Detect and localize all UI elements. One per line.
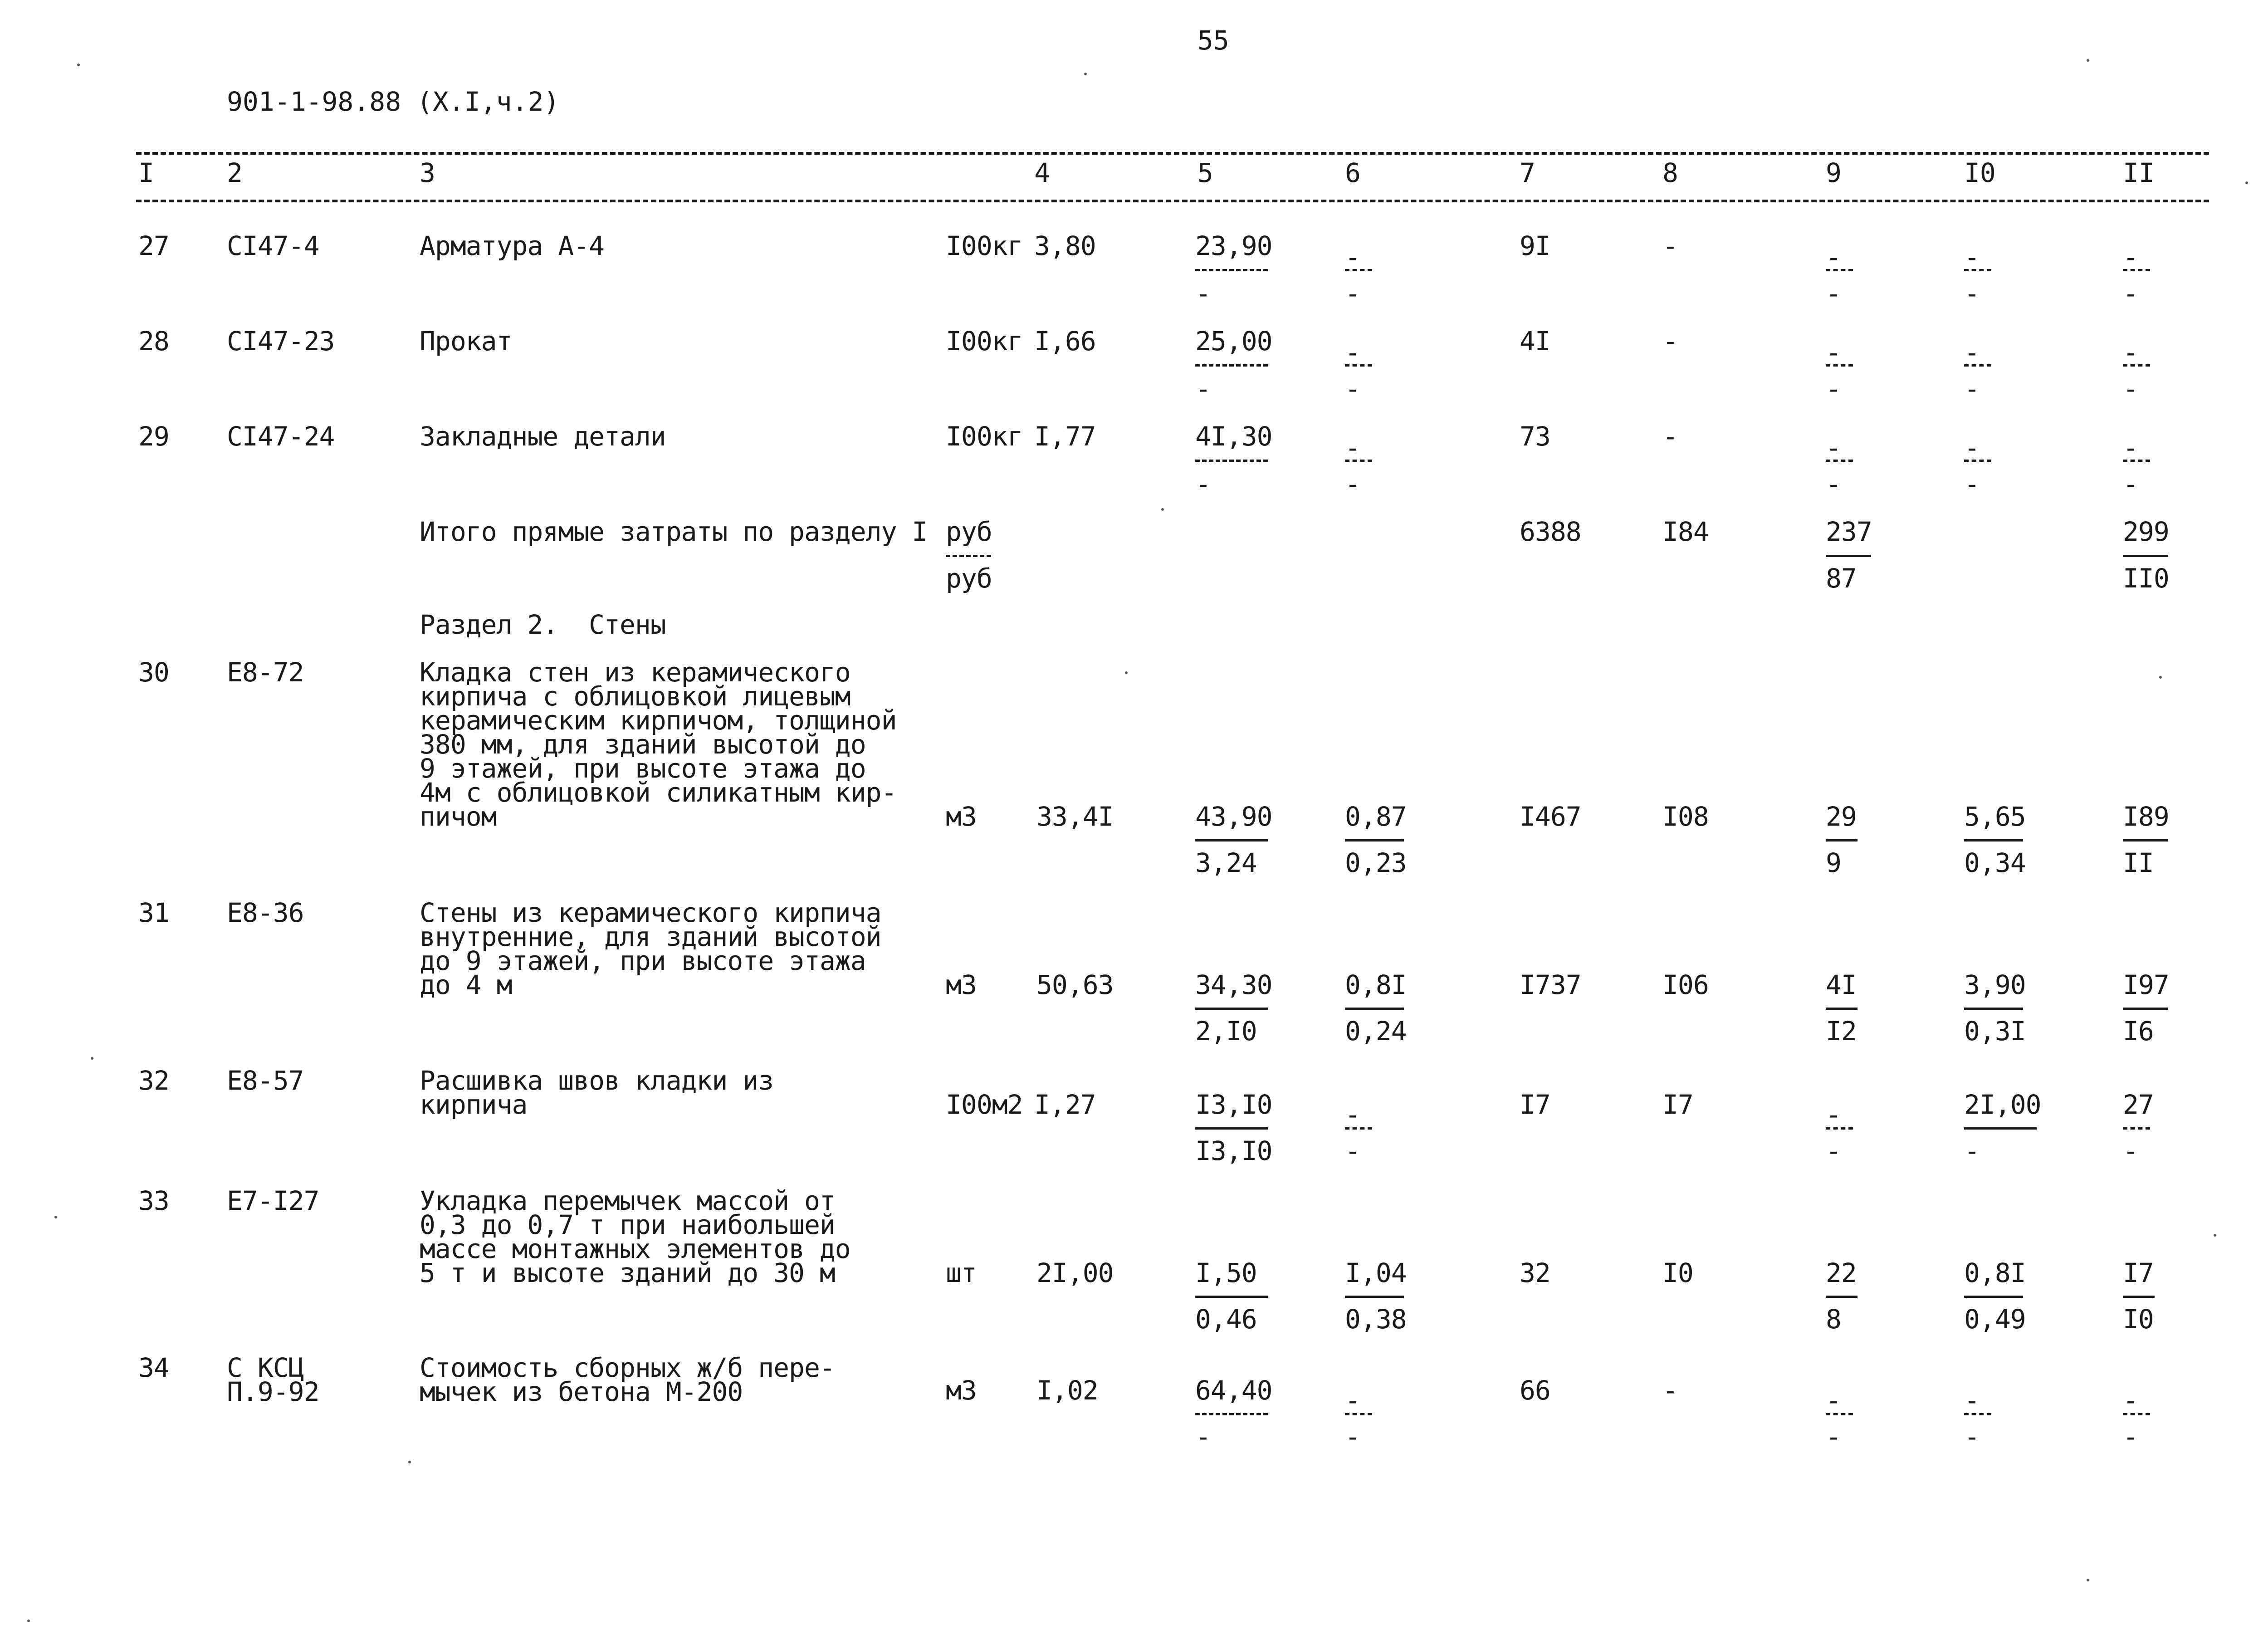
machine-total: 22	[1826, 1257, 1857, 1288]
fraction-line	[1195, 839, 1268, 841]
machine-cost: -	[1345, 1385, 1360, 1416]
scan-speck	[2087, 59, 2089, 62]
scan-speck	[2159, 676, 2162, 679]
unit-cost-wages: 0,46	[1195, 1304, 1257, 1335]
wages-cost: -	[1662, 326, 1678, 357]
fraction-line	[1345, 1127, 1372, 1130]
unit-cost: 34,30	[1195, 969, 1272, 1000]
unit: I00м2	[946, 1089, 1023, 1120]
col-header-5: 5	[1198, 157, 1213, 188]
row-number: 29	[138, 421, 169, 452]
labor-unit: 3,90	[1964, 969, 2026, 1000]
unit: шт	[946, 1257, 977, 1288]
work-name-line: Стены из керамического кирпича	[420, 897, 881, 928]
labor-unit: 5,65	[1964, 801, 2026, 832]
fraction-line	[1195, 460, 1268, 462]
labor-unit-machine: -	[1964, 1135, 1980, 1166]
fraction-line	[2123, 269, 2150, 271]
row-number: 27	[138, 230, 169, 261]
col-header-7: 7	[1520, 157, 1535, 188]
labor-total: -	[2123, 337, 2138, 368]
machine-cost-wages: -	[1345, 1135, 1360, 1166]
work-name-line: 9 этажей, при высоте этажа до	[420, 753, 866, 784]
machine-total: -	[1826, 1099, 1841, 1130]
work-name-line: 380 мм, для зданий высотой до	[420, 729, 866, 760]
unit-cost: 25,00	[1195, 326, 1272, 357]
total-machine: 237	[1826, 516, 1872, 547]
machine-cost: I,04	[1345, 1257, 1407, 1288]
unit-cost-wages: I3,I0	[1195, 1135, 1272, 1166]
fraction-line	[1195, 1413, 1268, 1415]
col-header-10: I0	[1964, 157, 1996, 188]
unit-cost: 43,90	[1195, 801, 1272, 832]
scan-speck	[27, 1619, 30, 1622]
labor-unit: -	[1964, 337, 1980, 368]
machine-cost-wages: -	[1345, 469, 1360, 499]
unit-cost: I3,I0	[1195, 1089, 1272, 1120]
quantity: 2I,00	[1036, 1257, 1114, 1288]
work-name-line: Стоимость сборных ж/б пере-	[420, 1352, 835, 1383]
scan-speck	[408, 1461, 411, 1463]
scan-speck	[2214, 1234, 2216, 1237]
work-name-line: кирпича	[420, 1089, 528, 1120]
total-cost: 32	[1520, 1257, 1550, 1288]
scan-speck	[91, 1057, 93, 1060]
work-name-line: керамическим кирпичом, толщиной	[420, 705, 897, 736]
fraction-line	[2123, 364, 2150, 367]
fraction-line	[1195, 1008, 1268, 1010]
unit: I00кг	[946, 421, 1023, 452]
work-name-line: Укладка перемычек массой от	[420, 1185, 835, 1216]
fraction-line	[1345, 269, 1372, 271]
fraction-line	[2123, 1127, 2150, 1130]
machine-total-wages: -	[1826, 373, 1841, 404]
norm-code: CI47-4	[227, 230, 319, 261]
col-header-8: 8	[1662, 157, 1678, 188]
work-name-line: Кладка стен из керамического	[420, 657, 850, 688]
work-name-line: 4м с облицовкой силикатным кир-	[420, 777, 897, 808]
quantity: 33,4I	[1036, 801, 1114, 832]
fraction-line	[1195, 1127, 1268, 1130]
page-number: 55	[1198, 25, 1229, 56]
machine-total: -	[1826, 1385, 1841, 1416]
fraction-line	[2123, 460, 2150, 462]
labor-total: I7	[2123, 1257, 2154, 1288]
fraction-line	[1195, 364, 1268, 367]
work-name-line: мычек из бетона М-200	[420, 1376, 743, 1407]
work-name-line: кирпича с облицовкой лицевым	[420, 681, 850, 712]
work-name: Закладные детали	[420, 421, 666, 452]
unit: I00кг	[946, 230, 1023, 261]
unit-cost: 4I,30	[1195, 421, 1272, 452]
work-name-line: 5 т и высоте зданий до 30 м	[420, 1257, 835, 1288]
col-header-11: II	[2123, 157, 2155, 188]
labor-unit-machine: -	[1964, 1421, 1980, 1452]
machine-cost: -	[1345, 432, 1360, 463]
machine-cost: -	[1345, 1099, 1360, 1130]
unit: I00кг	[946, 326, 1023, 357]
labor-unit: 2I,00	[1964, 1089, 2041, 1120]
norm-code: Е8-72	[227, 657, 304, 688]
total-machine-wages: 87	[1826, 563, 1857, 594]
norm-code-line: С КСЦ	[227, 1352, 304, 1383]
fraction-line	[1345, 1008, 1404, 1010]
fraction-line	[1826, 269, 1853, 271]
labor-total-machine: I6	[2123, 1016, 2154, 1047]
labor-unit-machine: -	[1964, 373, 1980, 404]
total-labor: 299	[2123, 516, 2169, 547]
fraction-line	[1345, 839, 1404, 841]
wages-cost: I08	[1662, 801, 1709, 832]
machine-total: 29	[1826, 801, 1857, 832]
labor-total-machine: -	[2123, 469, 2138, 499]
machine-cost-wages: -	[1345, 373, 1360, 404]
scan-speck	[1161, 508, 1164, 511]
labor-total-machine: -	[2123, 1135, 2138, 1166]
fraction-line	[1826, 1127, 1853, 1130]
labor-unit: -	[1964, 242, 1980, 273]
wages-cost: I0	[1662, 1257, 1693, 1288]
total-cost: I737	[1520, 969, 1581, 1000]
col-header-2: 2	[227, 157, 243, 188]
fraction-line	[1195, 1296, 1268, 1298]
labor-total-machine: I0	[2123, 1304, 2154, 1335]
machine-cost-wages: 0,38	[1345, 1304, 1407, 1335]
machine-cost-wages: 0,24	[1345, 1016, 1407, 1047]
total-cost: 66	[1520, 1375, 1550, 1406]
unit-cost-wages: -	[1195, 1421, 1211, 1452]
machine-cost: 0,8I	[1345, 969, 1407, 1000]
norm-code: Е8-36	[227, 897, 304, 928]
col-header-1: I	[138, 157, 154, 188]
labor-unit-machine: 0,3I	[1964, 1016, 2026, 1047]
labor-total-machine: -	[2123, 1421, 2138, 1452]
col-header-6: 6	[1345, 157, 1361, 188]
section-title: Раздел 2. Стены	[420, 609, 666, 640]
unit-cost: 23,90	[1195, 230, 1272, 261]
wages-cost: I06	[1662, 969, 1709, 1000]
fraction-line	[946, 555, 991, 557]
scan-speck	[1084, 73, 1087, 75]
fraction-line	[1964, 1413, 1991, 1415]
fraction-line	[1826, 364, 1853, 367]
quantity: 50,63	[1036, 969, 1114, 1000]
col-header-9: 9	[1826, 157, 1842, 188]
fraction-line	[1345, 460, 1372, 462]
fraction-line	[2123, 1413, 2150, 1415]
labor-total: -	[2123, 432, 2138, 463]
machine-total-wages: 9	[1826, 847, 1841, 878]
row-number: 31	[138, 897, 169, 928]
machine-total-wages: I2	[1826, 1016, 1857, 1047]
norm-code: CI47-23	[227, 326, 335, 357]
labor-unit-machine: 0,34	[1964, 847, 2026, 878]
wages-cost: -	[1662, 421, 1678, 452]
norm-code: Е8-57	[227, 1065, 304, 1096]
work-name-line: до 4 м	[420, 969, 512, 1000]
unit-cost-wages: 3,24	[1195, 847, 1257, 878]
machine-cost-wages: -	[1345, 1421, 1360, 1452]
unit: м3	[946, 969, 977, 1000]
total-labor-machine: II0	[2123, 563, 2169, 594]
labor-total: -	[2123, 242, 2138, 273]
wages-cost: I7	[1662, 1089, 1693, 1120]
fraction-line	[1345, 1413, 1372, 1415]
scan-speck	[2087, 1579, 2089, 1581]
fraction-line	[1964, 839, 2023, 841]
wages-cost: -	[1662, 1375, 1678, 1406]
scan-speck	[54, 1216, 57, 1218]
total-cost: I7	[1520, 1089, 1550, 1120]
wages-cost: -	[1662, 230, 1678, 261]
unit-cost: 64,40	[1195, 1375, 1272, 1406]
row-number: 34	[138, 1352, 169, 1383]
machine-total-wages: 8	[1826, 1304, 1841, 1335]
machine-total-wages: -	[1826, 278, 1841, 309]
norm-code: Е7-I27	[227, 1185, 319, 1216]
fraction-line	[1964, 1127, 2037, 1130]
fraction-line	[1826, 1008, 1857, 1010]
fraction-line	[1826, 839, 1857, 841]
fraction-line	[1964, 269, 1991, 271]
machine-total: -	[1826, 432, 1841, 463]
fraction-line	[1826, 555, 1871, 557]
quantity: I,66	[1034, 326, 1096, 357]
row-number: 28	[138, 326, 169, 357]
col-header-3: 3	[420, 157, 435, 188]
total-cost: 4I	[1520, 326, 1550, 357]
fraction-line	[1345, 364, 1372, 367]
labor-unit: -	[1964, 1385, 1980, 1416]
labor-unit-machine: -	[1964, 278, 1980, 309]
labor-total-machine: -	[2123, 278, 2138, 309]
total-cost: 73	[1520, 421, 1550, 452]
col-header-4: 4	[1034, 157, 1050, 188]
total-label: Итого прямые затраты по разделу I	[420, 516, 928, 547]
fraction-line	[1826, 460, 1853, 462]
work-name: Прокат	[420, 326, 512, 357]
fraction-line	[2123, 555, 2168, 557]
scan-speck	[2245, 181, 2248, 184]
fraction-line	[1195, 269, 1268, 271]
unit-cost: I,50	[1195, 1257, 1257, 1288]
total-wages: I84	[1662, 516, 1709, 547]
scan-speck	[77, 64, 80, 66]
labor-total: 27	[2123, 1089, 2154, 1120]
work-name-line: 0,3 до 0,7 т при наибольшей	[420, 1209, 835, 1240]
quantity: 3,80	[1034, 230, 1096, 261]
fraction-line	[1964, 1296, 2023, 1298]
norm-code-line: П.9-92	[227, 1376, 319, 1407]
total-cost: 9I	[1520, 230, 1550, 261]
machine-total: -	[1826, 337, 1841, 368]
labor-unit-machine: -	[1964, 469, 1980, 499]
total-cost: 6388	[1520, 516, 1581, 547]
labor-total: -	[2123, 1385, 2138, 1416]
fraction-line	[1964, 364, 1991, 367]
work-name: Арматура А-4	[420, 230, 605, 261]
machine-total: 4I	[1826, 969, 1857, 1000]
labor-total-machine: II	[2123, 847, 2154, 878]
fraction-line	[1826, 1296, 1857, 1298]
fraction-line	[2123, 1008, 2168, 1010]
header-top-rule	[136, 152, 2209, 155]
labor-unit: -	[1964, 432, 1980, 463]
machine-total-wages: -	[1826, 1135, 1841, 1166]
total-unit-bottom: руб	[946, 563, 992, 594]
work-name-line: массе монтажных элементов до	[420, 1233, 850, 1264]
fraction-line	[2123, 839, 2168, 841]
machine-total-wages: -	[1826, 469, 1841, 499]
labor-unit: 0,8I	[1964, 1257, 2026, 1288]
labor-total: I97	[2123, 969, 2169, 1000]
quantity: I,27	[1034, 1089, 1096, 1120]
unit-cost-wages: -	[1195, 469, 1211, 499]
machine-cost-wages: 0,23	[1345, 847, 1407, 878]
labor-total-machine: -	[2123, 373, 2138, 404]
row-number: 32	[138, 1065, 169, 1096]
scan-speck	[1125, 671, 1128, 674]
row-number: 33	[138, 1185, 169, 1216]
fraction-line	[1964, 460, 1991, 462]
unit-cost-wages: 2,I0	[1195, 1016, 1257, 1047]
machine-cost: -	[1345, 242, 1360, 273]
unit: м3	[946, 801, 977, 832]
machine-total-wages: -	[1826, 1421, 1841, 1452]
work-name-line: пичом	[420, 801, 497, 832]
header-bottom-rule	[136, 200, 2209, 202]
labor-unit-machine: 0,49	[1964, 1304, 2026, 1335]
unit: м3	[946, 1375, 977, 1406]
row-number: 30	[138, 657, 169, 688]
work-name-line: внутренние, для зданий высотой	[420, 921, 881, 952]
machine-cost: -	[1345, 337, 1360, 368]
fraction-line	[1826, 1413, 1853, 1415]
quantity: I,02	[1036, 1375, 1098, 1406]
fraction-line	[1345, 1296, 1404, 1298]
document-code: 901-1-98.88 (X.I,ч.2)	[227, 86, 560, 117]
unit-cost-wages: -	[1195, 278, 1211, 309]
fraction-line	[1964, 1008, 2023, 1010]
unit-cost-wages: -	[1195, 373, 1211, 404]
work-name-line: Расшивка швов кладки из	[420, 1065, 774, 1096]
fraction-line	[2123, 1296, 2155, 1298]
total-cost: I467	[1520, 801, 1581, 832]
machine-cost: 0,87	[1345, 801, 1407, 832]
work-name-line: до 9 этажей, при высоте этажа	[420, 945, 866, 976]
machine-cost-wages: -	[1345, 278, 1360, 309]
labor-total: I89	[2123, 801, 2169, 832]
norm-code: CI47-24	[227, 421, 335, 452]
total-unit-top: руб	[946, 516, 992, 547]
machine-total: -	[1826, 242, 1841, 273]
quantity: I,77	[1034, 421, 1096, 452]
